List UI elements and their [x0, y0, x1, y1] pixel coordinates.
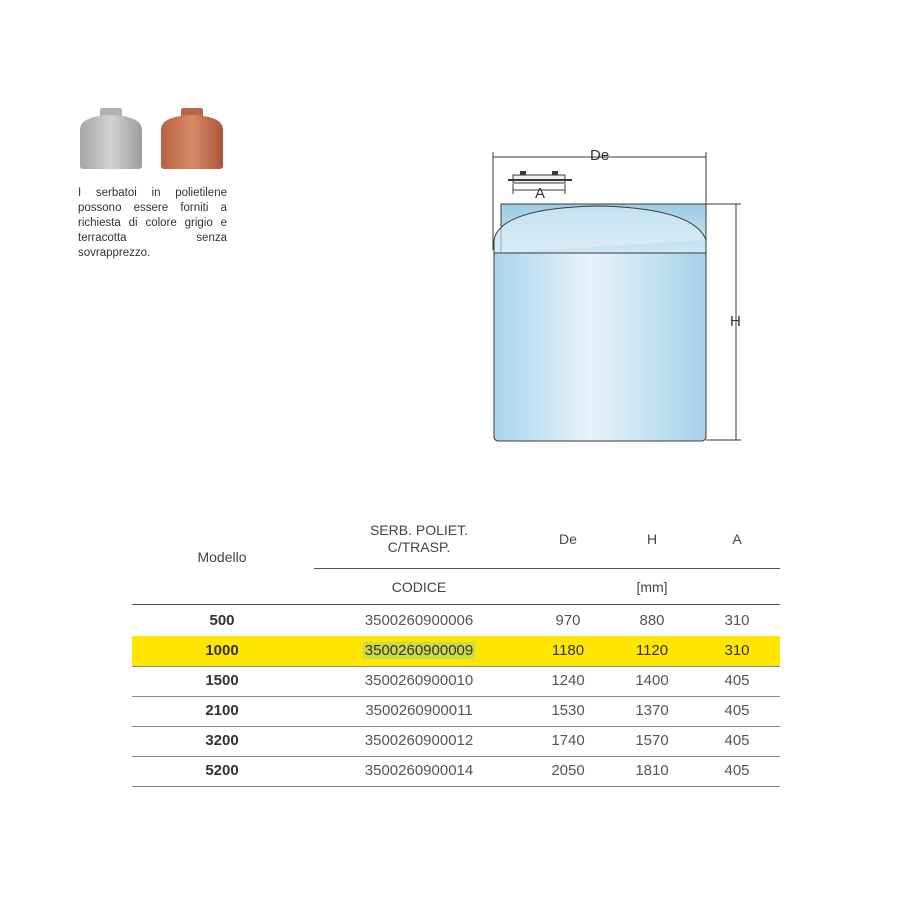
cell-codice: 3500260900012: [364, 732, 474, 749]
models-table: [132, 510, 780, 800]
header-unit: [mm]: [636, 579, 668, 595]
cell-h: 880: [639, 612, 665, 629]
cell-codice: 3500260900010: [364, 672, 474, 689]
cell-h: 1370: [635, 702, 669, 719]
tank-drawing: [480, 140, 760, 460]
table-row: [132, 666, 780, 696]
cell-de: 2050: [551, 762, 585, 779]
cell-a: 405: [724, 672, 750, 689]
header-codice: CODICE: [391, 579, 447, 595]
tank-body-shape: [494, 253, 706, 441]
cell-a: 405: [724, 732, 750, 749]
cell-codice-text: 3500260900009: [364, 642, 474, 659]
table-row: [132, 606, 780, 636]
cell-h: 1570: [635, 732, 669, 749]
cell-codice: 3500260900014: [364, 762, 474, 779]
cell-modello: 1500: [205, 672, 239, 689]
cell-modello: 500: [209, 612, 235, 629]
cell-de: 1240: [551, 672, 585, 689]
header-product-line2: C/TRASP.: [387, 539, 451, 555]
cell-de: 1180: [551, 642, 585, 659]
header-de: De: [559, 531, 577, 547]
cell-modello: 1000: [205, 642, 239, 659]
cell-modello: 2100: [205, 702, 239, 719]
header-h: H: [646, 531, 658, 547]
cell-h: 1810: [635, 762, 669, 779]
header-bottom-rule: [132, 604, 780, 605]
cell-a: 310: [724, 612, 750, 629]
cell-h: 1400: [635, 672, 669, 689]
de-label: De: [590, 147, 610, 164]
cell-modello: 3200: [205, 732, 239, 749]
cell-codice: 3500260900011: [365, 702, 473, 719]
cell-de: 1740: [551, 732, 585, 749]
header-product-line1: SERB. POLIET.: [369, 522, 469, 538]
table-row: [132, 726, 780, 756]
a-label: A: [535, 185, 546, 202]
cell-codice: [314, 636, 524, 666]
tank-dimension-diagram: [480, 140, 760, 460]
table-row: [132, 756, 780, 786]
table-row: [132, 696, 780, 726]
cell-a: 405: [724, 702, 750, 719]
header-modello: Modello: [197, 549, 247, 565]
cell-de: 1530: [551, 702, 585, 719]
cell-modello: 5200: [205, 762, 239, 779]
grey-tank-image: [78, 108, 144, 170]
color-options-note: I serbatoi in polietilene possono essere forniti a richiesta di colore grigio e terracotta senza sovrapprezzo.: [78, 187, 227, 259]
h-label: H: [730, 313, 741, 330]
row-separator: [132, 786, 780, 787]
cell-h: 1120: [635, 642, 669, 659]
table-row: [132, 636, 780, 666]
header-a: A: [732, 531, 742, 547]
cell-codice: 3500260900006: [364, 612, 474, 629]
cell-a: 310: [724, 642, 750, 659]
header-divider: [314, 568, 780, 569]
cell-de: 970: [555, 612, 581, 629]
cell-a: 405: [724, 762, 750, 779]
terracotta-tank-image: [159, 108, 225, 170]
